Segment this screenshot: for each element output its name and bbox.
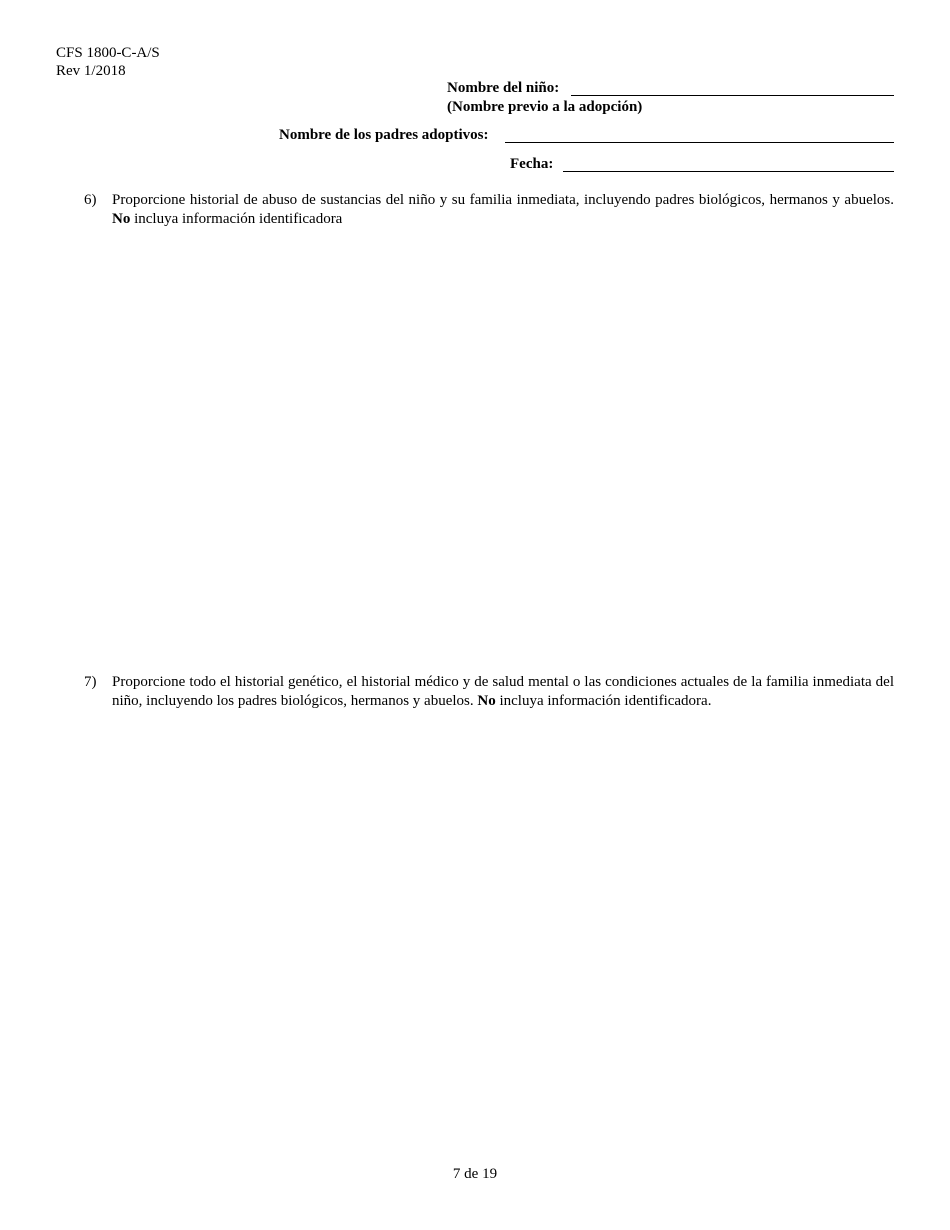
- question-7: [84, 673, 894, 711]
- date-label: Fecha:: [510, 156, 554, 172]
- child-name-field[interactable]: [571, 95, 894, 96]
- date-field[interactable]: [563, 171, 894, 172]
- adoptive-parents-field[interactable]: [505, 142, 894, 143]
- question-6: [84, 191, 894, 229]
- form-identifier: [56, 44, 160, 80]
- adoptive-parents-label: Nombre de los padres adoptivos:: [279, 127, 489, 143]
- question-number: 6): [84, 192, 97, 208]
- question-7-answer-area[interactable]: [112, 718, 894, 1148]
- child-name-note: (Nombre previo a la adopción): [447, 99, 643, 115]
- form-revision: Rev 1/2018: [56, 63, 126, 79]
- question-text: Proporcione historial de abuso de sustancias del niño y su familia inmediata, incluyendo padres biológicos, hermanos y abuelos. No incluya información identificadora: [112, 192, 894, 227]
- question-number: 7): [84, 674, 97, 690]
- question-6-answer-area[interactable]: [112, 235, 894, 660]
- form-number: CFS 1800-C-A/S: [56, 45, 160, 61]
- question-text: Proporcione todo el historial genético, el historial médico y de salud mental o las condiciones actuales de la familia inmediata del niño, incluyendo los padres biológicos, hermanos y abuelos. No incluya información identificadora.: [112, 674, 894, 709]
- child-name-label: Nombre del niño:: [447, 80, 560, 96]
- page-number: 7 de 19: [452, 1166, 498, 1182]
